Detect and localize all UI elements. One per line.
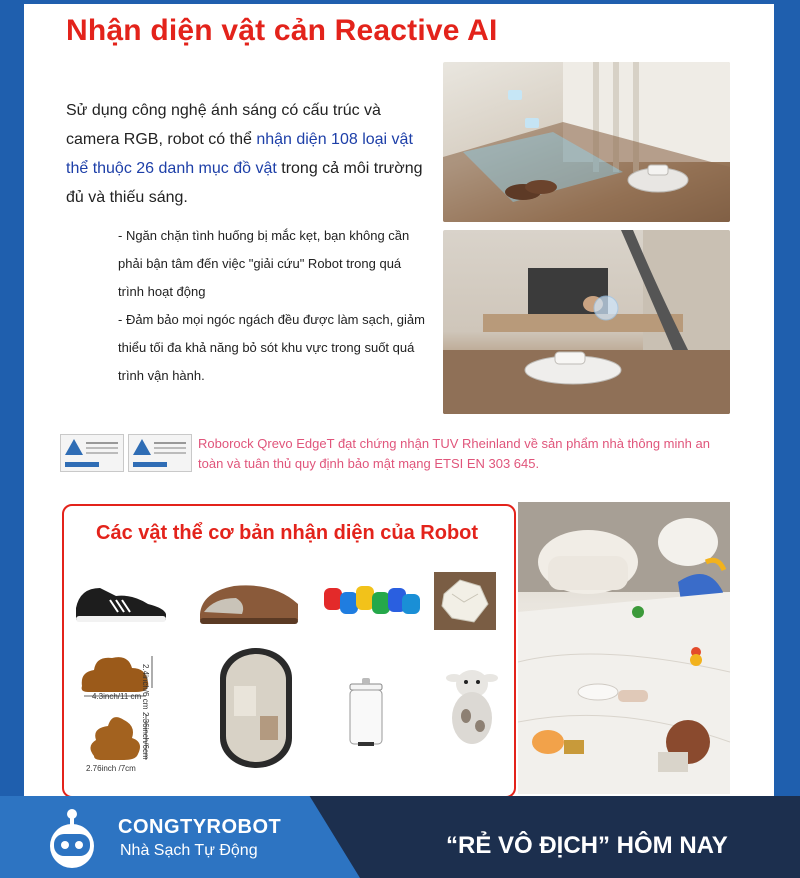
frame-top bbox=[0, 0, 800, 4]
feature-bullets bbox=[118, 222, 428, 390]
intro-highlight: nhận diện 108 loại vật thể thuộc 26 danh mục đồ vật bbox=[66, 131, 413, 177]
trash-bin-image bbox=[342, 674, 390, 750]
robot-room-illustration bbox=[443, 230, 730, 414]
objects-panel bbox=[62, 504, 516, 798]
tuv-certificate-icon bbox=[60, 434, 124, 472]
slipper-image bbox=[194, 574, 304, 628]
toy-goat-image bbox=[440, 654, 504, 752]
frame-right bbox=[774, 0, 800, 878]
room-obstacles-illustration bbox=[518, 502, 730, 794]
tuv-certificate-icon bbox=[128, 434, 192, 472]
poop2-width-label: 2.76inch /7cm bbox=[86, 764, 136, 773]
robot-detection-illustration bbox=[443, 62, 730, 222]
robot-logo-icon bbox=[40, 806, 104, 870]
bullet-item: - Đảm bảo mọi ngóc ngách đều được làm sạch, giảm thiểu tối đa khả năng bỏ sót khu vực trong suốt quá trình vận hành. bbox=[118, 312, 425, 383]
objects-panel-title: Các vật thể cơ bản nhận diện của Robot bbox=[96, 522, 479, 544]
sneaker-image bbox=[70, 574, 170, 626]
brand-name: CONGTYROBOT bbox=[118, 816, 282, 838]
poop1-width-label: 4.3inch/11 cm bbox=[92, 692, 142, 701]
certification-note: Roborock Qrevo EdgeT đạt chứng nhận TUV Rheinland về sản phẩm nhà thông minh an toàn và tuân thủ quy định bảo mật mạng ETSI EN 303 645. bbox=[198, 436, 710, 471]
intro-text-1: Sử dụng công nghệ ánh sáng có cấu trúc và camera RGB, robot có thể bbox=[66, 102, 381, 148]
socks-image bbox=[322, 580, 422, 624]
poop2-height-label: 2.36inch/6cm bbox=[141, 712, 150, 760]
pet-waste-image bbox=[80, 706, 150, 766]
intro-text-2: trong cả môi trường đủ và thiếu sáng. bbox=[66, 160, 423, 206]
crumpled-paper-image bbox=[434, 572, 496, 630]
intro-paragraph bbox=[66, 96, 426, 212]
brand-tagline: Nhà Sạch Tự Động bbox=[120, 842, 258, 859]
promo-slogan: “RẺ VÔ ĐỊCH” HÔM NAY bbox=[446, 832, 728, 859]
robot-room-photo bbox=[443, 230, 730, 414]
room-obstacles-photo bbox=[518, 502, 730, 794]
page-title: Nhận diện vật cản Reactive AI bbox=[66, 14, 498, 47]
poop1-height-label: 2.4inch/6 cm bbox=[141, 664, 150, 710]
frame-left bbox=[0, 0, 24, 878]
floor-mirror-image bbox=[216, 646, 296, 770]
bullet-item: - Ngăn chặn tình huống bị mắc kẹt, bạn không cần phải bận tâm đến việc "giải cứu" Robot trong quá trình hoạt động bbox=[118, 228, 410, 299]
robot-detection-photo bbox=[443, 62, 730, 222]
